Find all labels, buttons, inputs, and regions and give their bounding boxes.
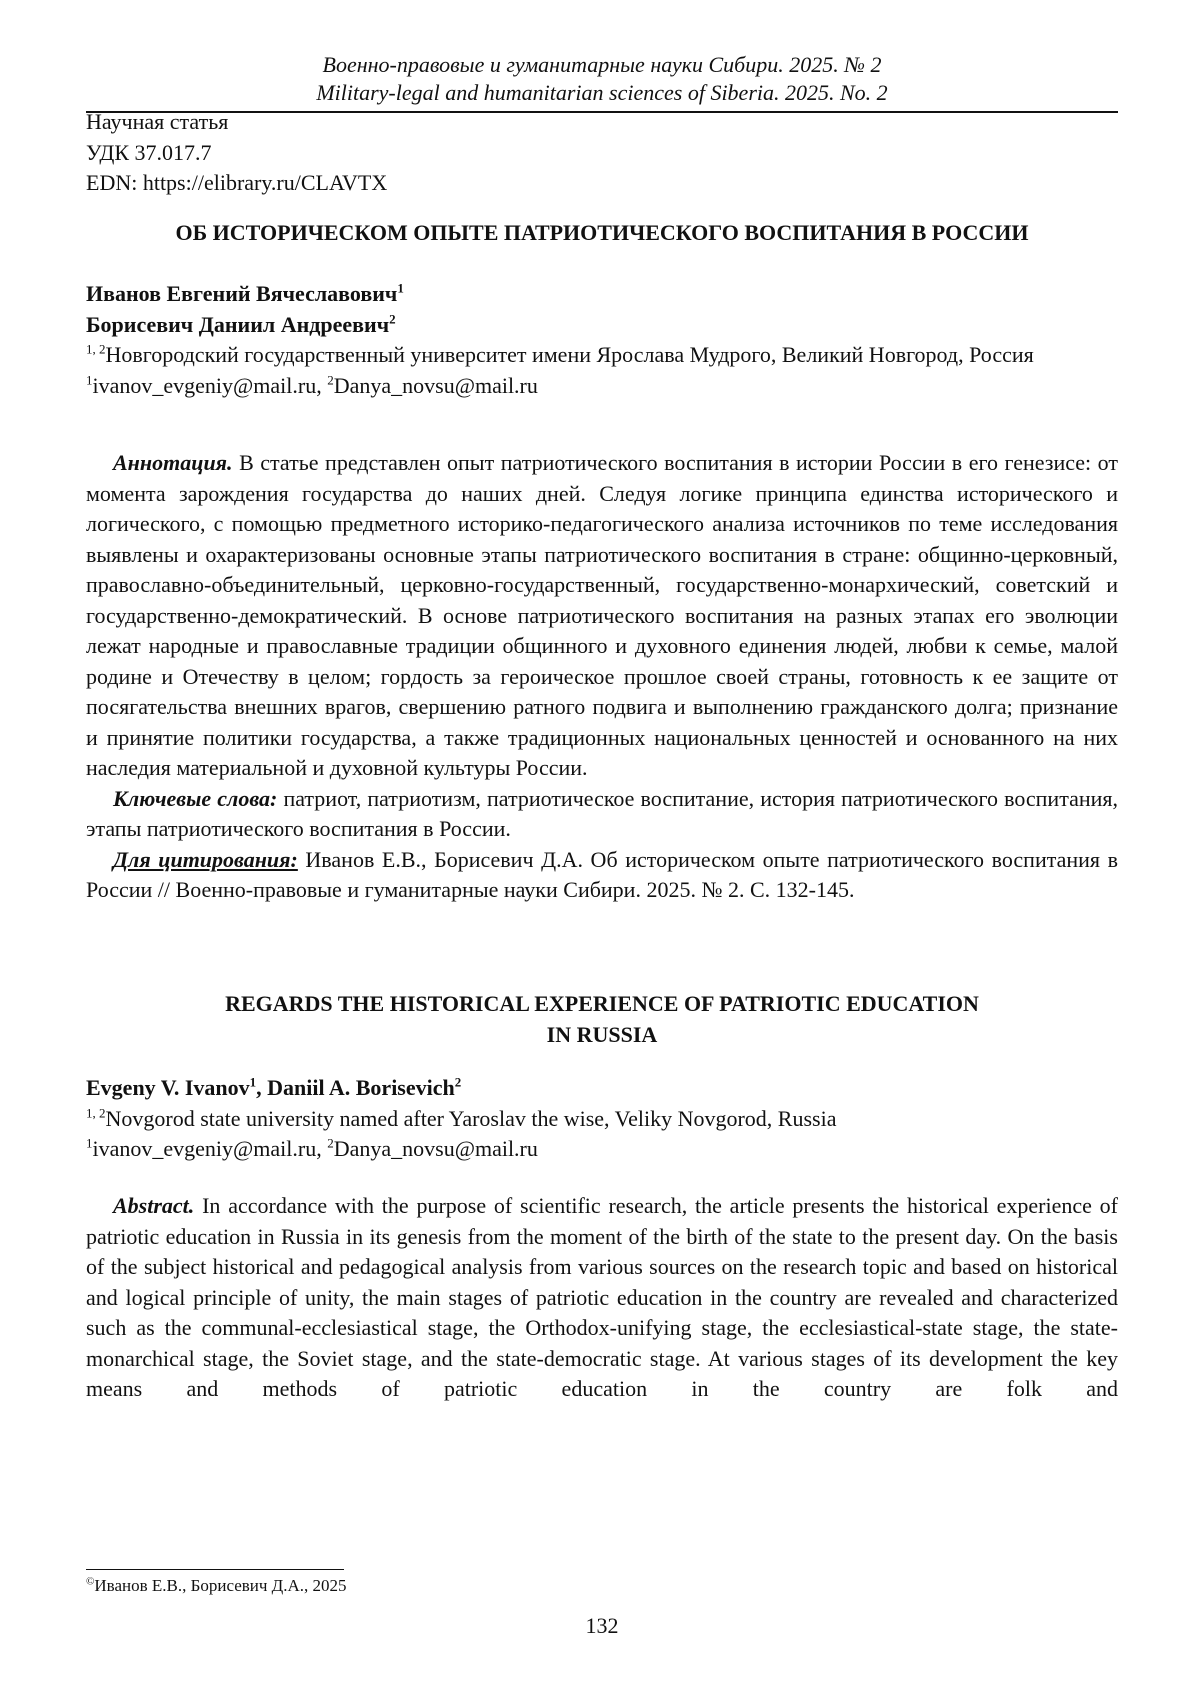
keywords-ru	[86, 784, 1118, 845]
email-2: Danya_novsu@mail.ru	[333, 372, 538, 398]
abstract-label-en: Abstract.	[113, 1193, 195, 1218]
keywords-label-ru: Ключевые слова:	[113, 785, 278, 811]
edn-link: EDN: https://elibrary.ru/CLAVTX	[86, 170, 388, 195]
email-1: ivanov_evgeniy@mail.ru,	[92, 372, 322, 398]
abstract-text-en: In accordance with the purpose of scientific research, the article presents the historical experience of patriotic education in Russia in its genesis from the moment of the birth of the state to the present day. On the basis of the subject historical and pedagogical analysis from various sources on the research topic and based on historical and logical principle of unity, the main stages of patriotic education in the country are revealed and characterized such as the communal-ecclesiastical stage, the Orthodox-unifying stage, the ecclesiastical-state stage, the state-monarchical stage, the Soviet stage, and the state-democratic stage. At various stages of its development the key means and methods of patriotic education in the country are folk and	[86, 1193, 1119, 1401]
author-2-en-sup: 2	[454, 1074, 462, 1090]
copyright-text: Иванов Е.В., Борисевич Д.А., 2025	[94, 1576, 347, 1595]
author-1-ru	[86, 279, 1118, 310]
email-en-1: ivanov_evgeniy@mail.ru,	[92, 1136, 322, 1161]
email-en-2: Danya_novsu@mail.ru	[333, 1136, 538, 1161]
author-2-name: Борисевич Даниил Андреевич	[86, 311, 390, 337]
abstract-en	[86, 1191, 1118, 1405]
authors-line-en	[86, 1073, 1118, 1104]
journal-title-en: Military-legal and humanitarian sciences of Siberia. 2025. No. 2	[316, 80, 888, 105]
abstract-label-ru: Аннотация.	[113, 450, 233, 475]
footnote-divider	[86, 1569, 344, 1570]
copyright-sup: ©	[86, 1575, 95, 1588]
emails-en	[86, 1134, 1118, 1165]
abstract-block-ru	[86, 448, 1118, 906]
affiliation-sup: 1, 2	[86, 341, 106, 357]
author-1-en-sup: 1	[249, 1074, 257, 1090]
author-1-en: Evgeny V. Ivanov	[86, 1075, 250, 1100]
abstract-text-ru: В статье представлен опыт патриотического воспитания в истории России в его генезисе: от момента зарождения государства до наших дней. Следуя логике принципа единства исторического и логического, с помощью предметного историко-педагогического анализа источников по теме исследования выявлены и охарактеризованы основные этапы патриотического воспитания в стране: общинно-церковный, православно-объединительный, церковно-государственный, государственно-монархический, советский и государственно-демократический. В основе патриотического воспитания на разных этапах его эволюции лежат народные и православные традиции общинного и духовного единения людей, любви к семье, малой родине и Отечеству в целом; гордость за героическое прошлое своей страны, готовность к ее защите от посягательства внешних врагов, свершению ратного подвига и выполнению гражданского долга; признание и принятие политики государства, а также традиционных национальных ценностей и основанного на них наследия материальной и духовной культуры России.	[86, 450, 1118, 780]
author-1-name: Иванов Евгений Вячеславович	[86, 281, 398, 306]
affiliation-en-sup: 1, 2	[86, 1105, 106, 1121]
author-2-sup: 2	[389, 311, 396, 327]
page-number: 132	[585, 1613, 619, 1638]
affiliation-en	[86, 1104, 1118, 1135]
email-en-2-sup: 2	[327, 1135, 334, 1151]
email-2-sup: 2	[327, 372, 334, 388]
author-2-ru	[86, 310, 1118, 341]
citation-label-ru: Для цитирования:	[113, 846, 298, 872]
citation-ru	[86, 845, 1118, 906]
email-1-sup: 1	[86, 372, 93, 388]
copyright-footnote	[86, 1575, 347, 1597]
affiliation-ru	[86, 340, 1118, 371]
title-en	[86, 989, 1118, 1050]
author-separator: ,	[256, 1075, 262, 1100]
citation-text-ru: Иванов Е.В., Борисевич Д.А. Об историческом опыте патриотического воспитания в России // Военно-правовые и гуманитарные науки Сибири. 2025. № 2. С. 132-145.	[86, 846, 1118, 902]
abstract-block-en	[86, 1191, 1118, 1405]
affiliation-text: Новгородский государственный университет имени Ярослава Мудрого, Великий Новгород, Россия	[105, 342, 1034, 367]
journal-title-ru: Военно-правовые и гуманитарные науки Сибири. 2025. № 2	[322, 52, 882, 77]
running-header	[86, 51, 1118, 107]
article-meta	[86, 107, 1118, 199]
document-page	[86, 0, 1118, 1697]
keywords-text-ru: патриот, патриотизм, патриотическое воспитание, история патриотического воспитания, этапы патриотического воспитания в России.	[86, 785, 1119, 841]
email-en-1-sup: 1	[86, 1135, 93, 1151]
udc-code: УДК 37.017.7	[86, 139, 212, 165]
title-ru: ОБ ИСТОРИЧЕСКОМ ОПЫТЕ ПАТРИОТИЧЕСКОГО ВОСПИТАНИЯ В РОССИИ	[175, 220, 1029, 245]
author-2-en: Daniil A. Borisevich	[267, 1075, 455, 1100]
author-1-sup: 1	[397, 280, 404, 296]
authors-ru	[86, 279, 1118, 401]
emails-ru	[86, 371, 1118, 402]
title-en-line-2: IN RUSSIA	[546, 1021, 658, 1047]
title-en-line-1: REGARDS THE HISTORICAL EXPERIENCE OF PATRIOTIC EDUCATION	[225, 991, 979, 1016]
article-type: Научная статья	[86, 109, 229, 134]
affiliation-en-text: Novgorod state university named after Yaroslav the wise, Veliky Novgorod, Russia	[105, 1105, 837, 1131]
abstract-ru	[86, 448, 1118, 784]
authors-en	[86, 1073, 1118, 1165]
